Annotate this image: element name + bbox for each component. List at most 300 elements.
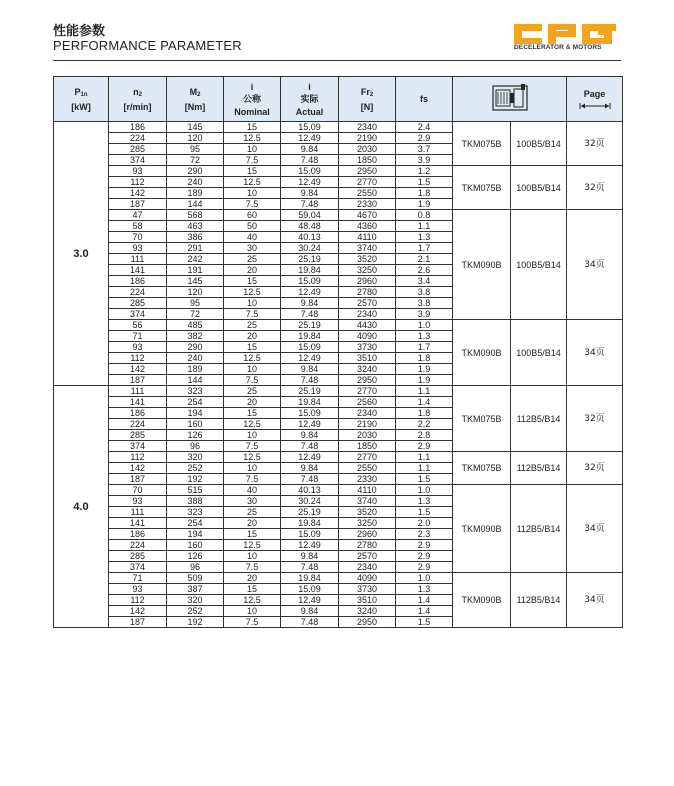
m2-cell: 192 [167,474,224,485]
fs-cell: 2.0 [396,518,453,529]
i-nominal-cell: 10 [224,298,281,309]
n2-cell: 93 [109,243,167,254]
flange-cell: 100B5/B14 [511,320,567,386]
m2-cell: 515 [167,485,224,496]
n2-cell: 111 [109,386,167,397]
i-nominal-cell: 7.5 [224,155,281,166]
i-nominal-cell: 12.5 [224,595,281,606]
fs-cell: 1.9 [396,375,453,386]
fs-cell: 1.3 [396,232,453,243]
m2-cell: 252 [167,606,224,617]
fr2-cell: 2950 [339,375,396,386]
i-nominal-cell: 50 [224,221,281,232]
i-actual-cell: 9.84 [281,364,339,375]
i-nominal-cell: 10 [224,430,281,441]
fs-cell: 2.4 [396,122,453,133]
i-nominal-cell: 10 [224,463,281,474]
fs-cell: 1.1 [396,386,453,397]
fr2-cell: 3510 [339,353,396,364]
i-actual-cell: 15.09 [281,122,339,133]
m2-cell: 72 [167,155,224,166]
fs-cell: 0.8 [396,210,453,221]
i-nominal-cell: 20 [224,573,281,584]
flange-cell: 112B5/B14 [511,573,567,628]
n2-cell: 224 [109,287,167,298]
fs-cell: 1.8 [396,188,453,199]
page-ref-cell: 34页 [567,210,623,320]
i-actual-cell: 7.48 [281,617,339,628]
table-row [54,485,623,496]
model-cell: TKM075B [453,386,511,452]
m2-cell: 290 [167,166,224,177]
n2-cell: 112 [109,452,167,463]
fs-cell: 1.1 [396,463,453,474]
fr2-cell: 3240 [339,364,396,375]
m2-cell: 382 [167,331,224,342]
i-nominal-cell: 12.5 [224,452,281,463]
m2-cell: 463 [167,221,224,232]
i-actual-cell: 12.49 [281,452,339,463]
i-nominal-cell: 15 [224,584,281,595]
fs-cell: 2.9 [396,540,453,551]
n2-cell: 93 [109,342,167,353]
fr2-cell: 2190 [339,419,396,430]
i-actual-cell: 15.09 [281,166,339,177]
fs-cell: 2.9 [396,562,453,573]
performance-table [53,76,623,628]
col-header-n2: n2 [r/min] [109,77,167,122]
m2-cell: 240 [167,177,224,188]
fs-cell: 1.3 [396,584,453,595]
n2-cell: 186 [109,408,167,419]
i-actual-cell: 12.49 [281,133,339,144]
col-header-i-nominal: i 公称 Nominal [224,77,281,122]
fr2-cell: 2330 [339,474,396,485]
fs-cell: 1.4 [396,606,453,617]
fr2-cell: 2770 [339,386,396,397]
m2-cell: 509 [167,573,224,584]
fs-cell: 1.5 [396,507,453,518]
i-actual-cell: 15.09 [281,276,339,287]
i-nominal-cell: 20 [224,331,281,342]
i-actual-cell: 19.84 [281,573,339,584]
table-row [54,320,623,331]
n2-cell: 141 [109,397,167,408]
fs-cell: 1.1 [396,221,453,232]
page-ref-cell: 32页 [567,386,623,452]
gearmotor-icon [492,83,528,113]
n2-cell: 224 [109,419,167,430]
m2-cell: 120 [167,133,224,144]
i-actual-cell: 12.49 [281,595,339,606]
i-actual-cell: 7.48 [281,474,339,485]
i-actual-cell: 7.48 [281,562,339,573]
fr2-cell: 3250 [339,518,396,529]
m2-cell: 95 [167,298,224,309]
m2-cell: 242 [167,254,224,265]
i-nominal-cell: 12.5 [224,287,281,298]
flange-cell: 100B5/B14 [511,166,567,210]
fs-cell: 3.9 [396,309,453,320]
m2-cell: 240 [167,353,224,364]
m2-cell: 144 [167,375,224,386]
fr2-cell: 2770 [339,452,396,463]
i-nominal-cell: 10 [224,551,281,562]
fr2-cell: 3520 [339,507,396,518]
fr2-cell: 2340 [339,309,396,320]
n2-cell: 112 [109,353,167,364]
fr2-cell: 2330 [339,199,396,210]
m2-cell: 320 [167,452,224,463]
i-actual-cell: 15.09 [281,584,339,595]
col-header-m2: M2 [Nm] [167,77,224,122]
n2-cell: 285 [109,298,167,309]
n2-cell: 374 [109,562,167,573]
col-header-i-actual: i 实际 Actual [281,77,339,122]
i-nominal-cell: 40 [224,232,281,243]
i-actual-cell: 7.48 [281,199,339,210]
fr2-cell: 2770 [339,177,396,188]
fr2-cell: 2190 [339,133,396,144]
m2-cell: 160 [167,419,224,430]
fs-cell: 1.3 [396,496,453,507]
n2-cell: 111 [109,507,167,518]
i-actual-cell: 19.84 [281,518,339,529]
n2-cell: 224 [109,540,167,551]
i-actual-cell: 40.13 [281,232,339,243]
fr2-cell: 2960 [339,529,396,540]
i-nominal-cell: 15 [224,342,281,353]
n2-cell: 71 [109,331,167,342]
fs-cell: 1.3 [396,331,453,342]
i-nominal-cell: 20 [224,518,281,529]
fr2-cell: 4090 [339,331,396,342]
fs-cell: 1.5 [396,474,453,485]
n2-cell: 93 [109,166,167,177]
fr2-cell: 3240 [339,606,396,617]
i-nominal-cell: 25 [224,320,281,331]
i-nominal-cell: 10 [224,364,281,375]
i-nominal-cell: 30 [224,243,281,254]
m2-cell: 126 [167,430,224,441]
fr2-cell: 2340 [339,408,396,419]
m2-cell: 120 [167,287,224,298]
i-actual-cell: 30.24 [281,496,339,507]
m2-cell: 194 [167,408,224,419]
n2-cell: 186 [109,529,167,540]
fr2-cell: 2950 [339,617,396,628]
fs-cell: 1.0 [396,573,453,584]
i-actual-cell: 40.13 [281,485,339,496]
i-actual-cell: 48.48 [281,221,339,232]
i-actual-cell: 7.48 [281,441,339,452]
n2-cell: 285 [109,144,167,155]
i-nominal-cell: 25 [224,507,281,518]
m2-cell: 320 [167,595,224,606]
model-cell: TKM075B [453,122,511,166]
n2-cell: 374 [109,155,167,166]
n2-cell: 187 [109,474,167,485]
i-actual-cell: 19.84 [281,265,339,276]
fr2-cell: 3250 [339,265,396,276]
fs-cell: 3.8 [396,298,453,309]
i-actual-cell: 9.84 [281,606,339,617]
m2-cell: 194 [167,529,224,540]
m2-cell: 485 [167,320,224,331]
double-arrow-icon [579,102,611,110]
m2-cell: 290 [167,342,224,353]
m2-cell: 386 [167,232,224,243]
fs-cell: 1.5 [396,177,453,188]
n2-cell: 224 [109,133,167,144]
n2-cell: 70 [109,485,167,496]
table-body [54,122,623,628]
m2-cell: 95 [167,144,224,155]
i-nominal-cell: 30 [224,496,281,507]
model-cell: TKM090B [453,320,511,386]
n2-cell: 47 [109,210,167,221]
n2-cell: 112 [109,595,167,606]
m2-cell: 254 [167,397,224,408]
i-nominal-cell: 7.5 [224,617,281,628]
i-actual-cell: 12.49 [281,353,339,364]
i-actual-cell: 9.84 [281,298,339,309]
fr2-cell: 2780 [339,540,396,551]
fs-cell: 1.7 [396,342,453,353]
m2-cell: 72 [167,309,224,320]
m2-cell: 568 [167,210,224,221]
table-row [54,210,623,221]
i-nominal-cell: 7.5 [224,375,281,386]
fr2-cell: 3740 [339,496,396,507]
fs-cell: 2.6 [396,265,453,276]
page-ref-cell: 32页 [567,452,623,485]
fs-cell: 1.2 [396,166,453,177]
model-cell: TKM075B [453,166,511,210]
table-row [54,573,623,584]
table-header-row [54,77,623,122]
model-cell: TKM090B [453,210,511,320]
i-actual-cell: 19.84 [281,397,339,408]
fs-cell: 1.8 [396,353,453,364]
n2-cell: 141 [109,518,167,529]
fs-cell: 1.5 [396,617,453,628]
page-ref-cell: 34页 [567,320,623,386]
n2-cell: 111 [109,254,167,265]
i-actual-cell: 15.09 [281,408,339,419]
i-actual-cell: 15.09 [281,342,339,353]
m2-cell: 144 [167,199,224,210]
fr2-cell: 1850 [339,155,396,166]
model-cell: TKM090B [453,485,511,573]
fr2-cell: 4110 [339,485,396,496]
i-nominal-cell: 20 [224,265,281,276]
fs-cell: 2.3 [396,529,453,540]
i-actual-cell: 7.48 [281,375,339,386]
fr2-cell: 2340 [339,122,396,133]
n2-cell: 70 [109,232,167,243]
i-actual-cell: 25.19 [281,386,339,397]
fs-cell: 3.4 [396,276,453,287]
fs-cell: 3.8 [396,287,453,298]
fr2-cell: 3520 [339,254,396,265]
fr2-cell: 3730 [339,584,396,595]
i-nominal-cell: 12.5 [224,133,281,144]
fr2-cell: 2560 [339,397,396,408]
i-nominal-cell: 10 [224,606,281,617]
fr2-cell: 2550 [339,188,396,199]
n2-cell: 71 [109,573,167,584]
n2-cell: 142 [109,364,167,375]
i-nominal-cell: 15 [224,408,281,419]
fs-cell: 3.9 [396,155,453,166]
m2-cell: 323 [167,386,224,397]
model-cell: TKM090B [453,573,511,628]
fr2-cell: 4430 [339,320,396,331]
i-nominal-cell: 60 [224,210,281,221]
n2-cell: 142 [109,463,167,474]
n2-cell: 93 [109,496,167,507]
n2-cell: 93 [109,584,167,595]
n2-cell: 186 [109,122,167,133]
m2-cell: 291 [167,243,224,254]
i-actual-cell: 25.19 [281,507,339,518]
power-cell: 4.0 [54,386,109,628]
m2-cell: 388 [167,496,224,507]
fs-cell: 2.9 [396,551,453,562]
n2-cell: 285 [109,430,167,441]
i-nominal-cell: 15 [224,166,281,177]
i-actual-cell: 9.84 [281,463,339,474]
fs-cell: 1.0 [396,320,453,331]
fr2-cell: 2960 [339,276,396,287]
col-header-page: Page [567,77,623,122]
m2-cell: 160 [167,540,224,551]
m2-cell: 126 [167,551,224,562]
header-rule [53,60,621,61]
i-nominal-cell: 15 [224,276,281,287]
i-actual-cell: 59.04 [281,210,339,221]
fs-cell: 3.7 [396,144,453,155]
fs-cell: 1.8 [396,408,453,419]
i-nominal-cell: 10 [224,144,281,155]
fr2-cell: 2780 [339,287,396,298]
table-row [54,122,623,133]
i-nominal-cell: 7.5 [224,562,281,573]
i-actual-cell: 9.84 [281,551,339,562]
m2-cell: 145 [167,276,224,287]
fs-cell: 1.1 [396,452,453,463]
flange-cell: 112B5/B14 [511,452,567,485]
i-nominal-cell: 7.5 [224,441,281,452]
i-nominal-cell: 25 [224,386,281,397]
i-nominal-cell: 12.5 [224,419,281,430]
i-actual-cell: 12.49 [281,287,339,298]
n2-cell: 285 [109,551,167,562]
i-actual-cell: 9.84 [281,430,339,441]
n2-cell: 374 [109,309,167,320]
m2-cell: 191 [167,265,224,276]
fr2-cell: 3510 [339,595,396,606]
fs-cell: 2.9 [396,441,453,452]
col-header-fr2: Fr2 [N] [339,77,396,122]
i-actual-cell: 25.19 [281,254,339,265]
n2-cell: 187 [109,375,167,386]
i-actual-cell: 12.49 [281,540,339,551]
fs-cell: 1.7 [396,243,453,254]
n2-cell: 56 [109,320,167,331]
fr2-cell: 1850 [339,441,396,452]
col-header-p1n: P1n [kW] [54,77,109,122]
i-actual-cell: 25.19 [281,320,339,331]
n2-cell: 187 [109,617,167,628]
page-title-cn: 性能参数 [53,24,106,39]
col-header-fs: fs [396,77,453,122]
fr2-cell: 4090 [339,573,396,584]
logo-subtitle: DECELERATOR & MOTORS [514,44,602,51]
fr2-cell: 4670 [339,210,396,221]
m2-cell: 96 [167,562,224,573]
fr2-cell: 2570 [339,551,396,562]
fs-cell: 1.4 [396,397,453,408]
i-nominal-cell: 7.5 [224,309,281,320]
power-cell: 3.0 [54,122,109,386]
fs-cell: 1.4 [396,595,453,606]
fs-cell: 1.9 [396,199,453,210]
fs-cell: 1.0 [396,485,453,496]
fs-cell: 1.9 [396,364,453,375]
i-nominal-cell: 12.5 [224,177,281,188]
m2-cell: 323 [167,507,224,518]
table-row [54,452,623,463]
page-ref-cell: 32页 [567,122,623,166]
n2-cell: 142 [109,188,167,199]
i-nominal-cell: 12.5 [224,353,281,364]
flange-cell: 100B5/B14 [511,210,567,320]
i-nominal-cell: 15 [224,122,281,133]
n2-cell: 58 [109,221,167,232]
m2-cell: 96 [167,441,224,452]
m2-cell: 192 [167,617,224,628]
model-cell: TKM075B [453,452,511,485]
i-actual-cell: 19.84 [281,331,339,342]
fr2-cell: 2030 [339,430,396,441]
m2-cell: 189 [167,188,224,199]
i-nominal-cell: 20 [224,397,281,408]
i-actual-cell: 12.49 [281,419,339,430]
i-nominal-cell: 7.5 [224,474,281,485]
n2-cell: 112 [109,177,167,188]
fs-cell: 2.1 [396,254,453,265]
fs-cell: 2.2 [396,419,453,430]
fr2-cell: 3740 [339,243,396,254]
i-actual-cell: 15.09 [281,529,339,540]
flange-cell: 112B5/B14 [511,386,567,452]
i-nominal-cell: 15 [224,529,281,540]
flange-cell: 112B5/B14 [511,485,567,573]
table-row [54,386,623,397]
fs-cell: 2.9 [396,133,453,144]
m2-cell: 145 [167,122,224,133]
n2-cell: 142 [109,606,167,617]
n2-cell: 374 [109,441,167,452]
m2-cell: 387 [167,584,224,595]
fr2-cell: 2550 [339,463,396,474]
i-actual-cell: 7.48 [281,309,339,320]
fs-cell: 2.8 [396,430,453,441]
i-nominal-cell: 10 [224,188,281,199]
page-ref-cell: 34页 [567,485,623,573]
